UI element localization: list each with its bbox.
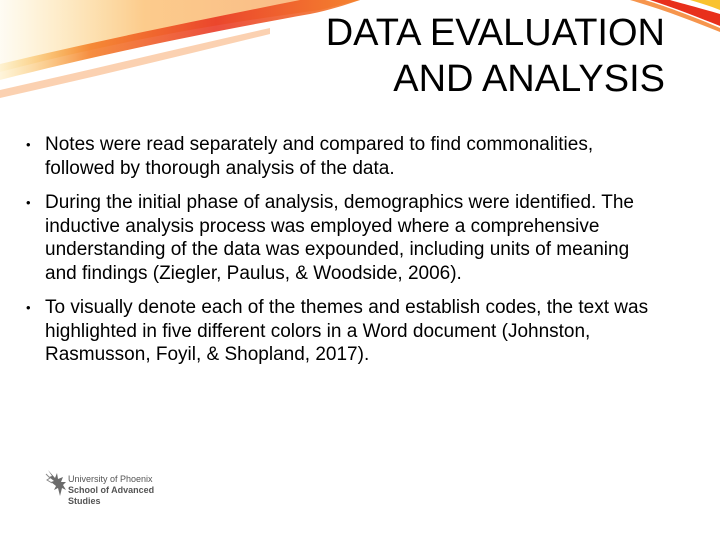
bullet-item [26,133,666,180]
title-line-2: AND ANALYSIS [393,58,665,100]
university-logo [44,466,174,514]
bullet-item [26,191,666,285]
bullet-list [26,133,666,378]
bullet-text: To visually denote each of the themes and establish codes, the text was highlighted in five different colors in a Word document (Johnston, Rasmusson, Foyil, & Shopland, 2017). [45,297,649,365]
title-line-1: DATA EVALUATION [325,12,665,54]
slide-title [145,10,665,102]
bullet-dot-icon: • [26,137,31,152]
logo-line-2: School of Advanced [68,485,155,495]
logo-line-1: University of Phoenix [68,474,153,484]
logo-line-3: Studies [68,496,101,506]
bullet-text: Notes were read separately and compared to find commonalities, followed by thorough analysis of the data. [45,134,594,179]
phoenix-bird-icon [44,468,68,498]
logo-text [68,474,154,507]
bullet-item [26,296,666,367]
bullet-dot-icon: • [26,195,31,210]
bullet-text: During the initial phase of analysis, demographics were identified. The inductive analysis process was employed where a comprehensive understanding of the data was expounded, including units of meaning and findings (Ziegler, Paulus, & Woodside, 2006). [45,192,634,284]
bullet-dot-icon: • [26,300,31,315]
